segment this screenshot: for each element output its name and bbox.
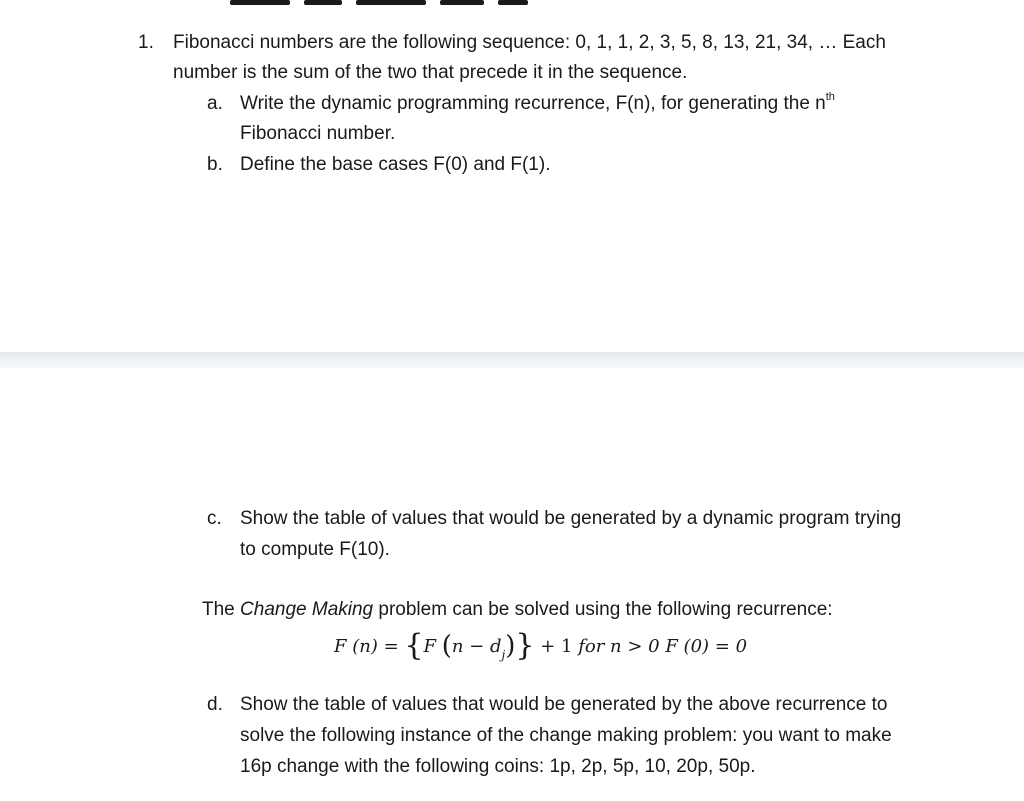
part-c-marker: c.	[207, 508, 222, 529]
part-c-line-2: to compute F(10).	[240, 539, 390, 560]
formula-brace-open: {	[404, 628, 424, 663]
part-d-marker: d.	[207, 694, 223, 715]
part-a-superscript: th	[825, 91, 835, 103]
intro-text-start: The	[202, 599, 241, 620]
part-a-line-2: Fibonacci number.	[240, 123, 396, 144]
formula-f: F	[423, 636, 436, 657]
part-d-line-1: Show the table of values that would be generated by the above recurrence to	[240, 694, 888, 715]
formula-lhs: F (n) =	[334, 636, 405, 657]
intro-text-end: problem can be solved using the following recurrence:	[373, 599, 833, 620]
part-a-marker: a.	[207, 93, 223, 114]
formula-plus-one: + 1	[534, 636, 579, 657]
formula-minus: −	[463, 636, 490, 657]
formula-base-case: F (0) = 0	[659, 636, 748, 657]
change-making-recurrence	[334, 626, 747, 675]
formula-d: d	[489, 636, 502, 657]
part-a-text: Write the dynamic programming recurrence, F(n), for generating the n	[240, 93, 826, 114]
page-separator	[0, 352, 1024, 368]
part-d-line-2: solve the following instance of the change making problem: you want to make	[240, 725, 892, 746]
formula-paren-close: )	[505, 631, 516, 661]
clipped-previous-text	[230, 0, 542, 6]
part-b-text: Define the base cases F(0) and F(1).	[240, 154, 551, 175]
formula-condition: for n > 0	[578, 636, 660, 657]
change-making-intro	[202, 597, 833, 623]
intro-italic-term: Change Making	[240, 599, 374, 620]
formula-paren-open: (	[441, 631, 452, 661]
part-b-marker: b.	[207, 154, 223, 175]
formula-brace-close: }	[515, 628, 535, 663]
part-c-line-1: Show the table of values that would be generated by a dynamic program trying	[240, 508, 902, 529]
part-a-line-1	[240, 91, 835, 117]
formula-subscript-j: j	[501, 648, 506, 662]
part-d-line-3: 16p change with the following coins: 1p, 2p, 5p, 10, 20p, 50p.	[240, 756, 756, 777]
question-1-number: 1.	[138, 32, 154, 53]
question-1-line-2: number is the sum of the two that precede it in the sequence.	[173, 62, 688, 83]
formula-n: n	[451, 636, 464, 657]
document-page-1	[0, 0, 1024, 352]
question-1-line-1: Fibonacci numbers are the following sequence: 0, 1, 1, 2, 3, 5, 8, 13, 21, 34, … Each	[173, 32, 886, 53]
